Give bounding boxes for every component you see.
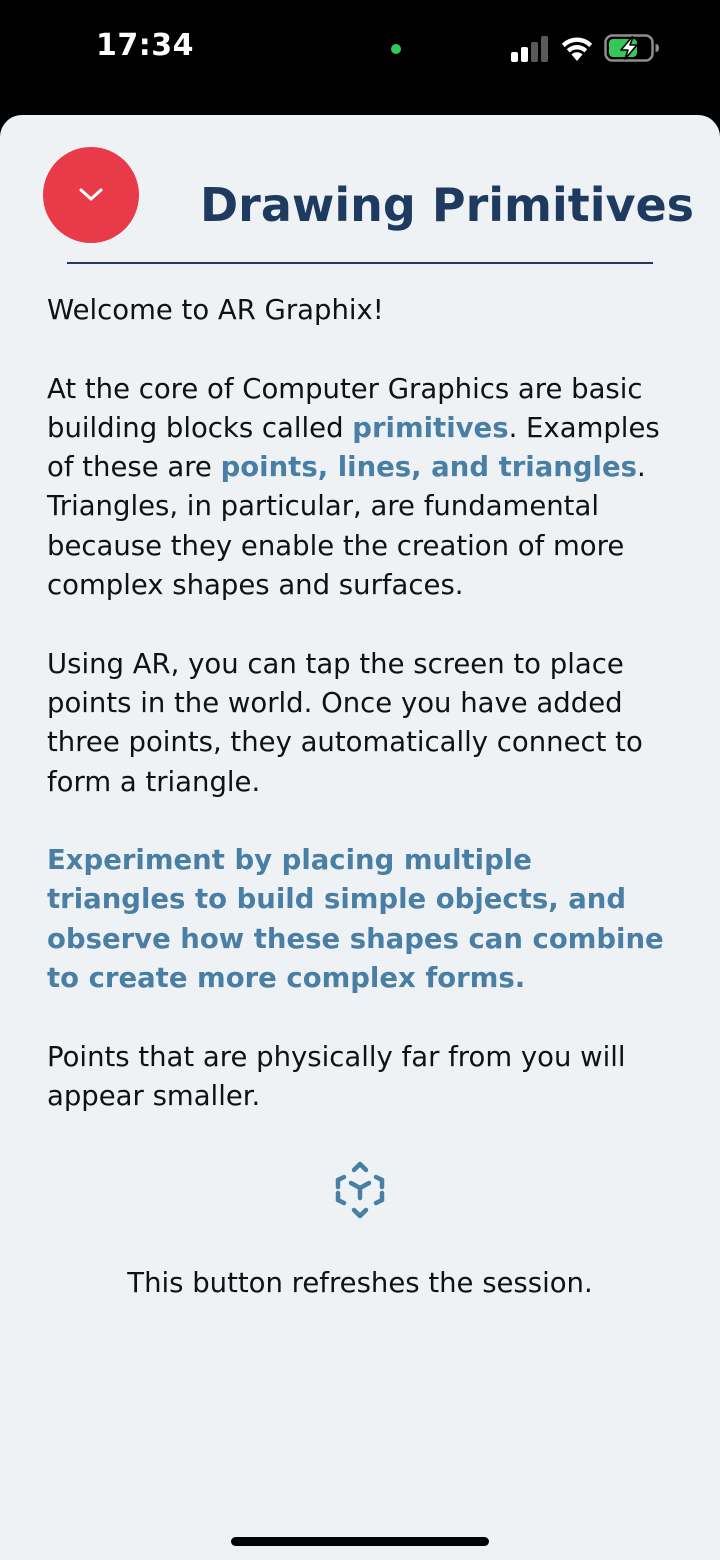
signal-icon [510,36,550,62]
info-content [47,291,677,1156]
primitives-highlight: primitives [352,411,509,444]
page-title: Drawing Primitives [200,178,695,232]
dismiss-button[interactable] [43,147,139,243]
chevron-down-icon [76,186,106,204]
distance-paragraph: Points that are physically far from you will appear smaller. [47,1040,626,1112]
status-time: 17:34 [96,28,194,63]
battery-charging-icon [604,34,660,62]
primitives-text-1: At the core of Computer Graphics are basic building blocks called [47,372,643,444]
primitives-paragraph [47,370,677,606]
status-bar [0,0,720,100]
ar-usage-paragraph: Using AR, you can tap the screen to place points in the world. Once you have added three points, they automatically connect to form a triangle. [47,647,643,798]
title-divider [67,262,653,264]
experiment-paragraph: Experiment by placing multiple triangles to build simple objects, and observe how these shapes can combine to create more complex forms. [47,844,664,995]
refresh-caption: This button refreshes the session. [127,1267,593,1299]
mic-indicator-dot [391,44,401,54]
info-sheet [0,115,720,1560]
primitives-text-2: . Examples of these are [47,411,660,484]
ar-cube-refresh-icon[interactable] [330,1160,390,1220]
wifi-icon [560,34,594,62]
primitives-text-3: . Triangles, in particular, are fundamental because they enable the creation of more complex shapes and surfaces. [47,451,646,602]
welcome-text: Welcome to AR Graphix! [47,294,384,326]
shapes-highlight: points, lines, and triangles [220,451,637,484]
home-indicator [231,1537,489,1546]
